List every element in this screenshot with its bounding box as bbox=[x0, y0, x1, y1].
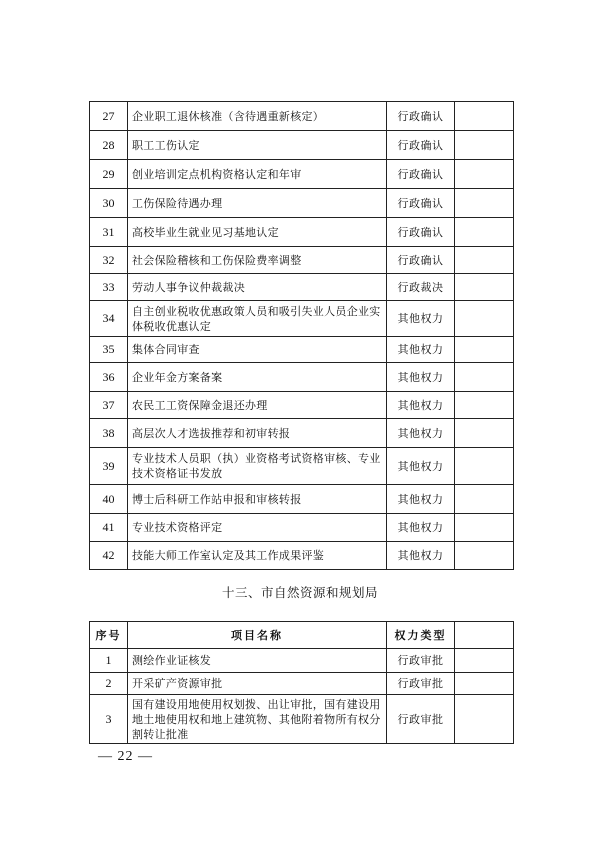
power-type: 行政审批 bbox=[387, 695, 455, 744]
power-type: 其他权力 bbox=[387, 301, 455, 337]
empty-cell bbox=[455, 673, 514, 695]
item-name: 劳动人事争议仲裁裁决 bbox=[128, 274, 387, 301]
empty-cell bbox=[455, 131, 514, 160]
item-name: 技能大师工作室认定及其工作成果评鉴 bbox=[128, 542, 387, 570]
row-number: 34 bbox=[90, 301, 128, 337]
empty-cell bbox=[455, 189, 514, 218]
row-number: 30 bbox=[90, 189, 128, 218]
item-name: 国有建设用地使用权划拨、出让审批，国有建设用地土地使用权和地上建筑物、其他附着物所有权分割转让批准 bbox=[128, 695, 387, 744]
table-row bbox=[90, 542, 514, 570]
row-number: 32 bbox=[90, 247, 128, 274]
header-power-type: 权力类型 bbox=[387, 622, 455, 649]
item-name: 农民工工资保障金退还办理 bbox=[128, 392, 387, 419]
table-row bbox=[90, 514, 514, 542]
item-name: 开采矿产资源审批 bbox=[128, 673, 387, 695]
empty-cell bbox=[455, 419, 514, 448]
empty-cell bbox=[455, 514, 514, 542]
item-name: 自主创业税收优惠政策人员和吸引失业人员企业实体税收优惠认定 bbox=[128, 301, 387, 337]
table-row bbox=[90, 247, 514, 274]
table-row bbox=[90, 448, 514, 485]
table-row bbox=[90, 337, 514, 363]
table-row bbox=[90, 218, 514, 247]
power-type: 其他权力 bbox=[387, 363, 455, 392]
item-name: 社会保险稽核和工伤保险费率调整 bbox=[128, 247, 387, 274]
table-row bbox=[90, 485, 514, 514]
empty-cell bbox=[455, 301, 514, 337]
empty-cell bbox=[455, 274, 514, 301]
row-number: 36 bbox=[90, 363, 128, 392]
empty-cell bbox=[455, 695, 514, 744]
empty-cell bbox=[455, 392, 514, 419]
row-number: 31 bbox=[90, 218, 128, 247]
table-row bbox=[90, 189, 514, 218]
item-name: 职工工伤认定 bbox=[128, 131, 387, 160]
item-name: 高校毕业生就业见习基地认定 bbox=[128, 218, 387, 247]
header-empty bbox=[455, 622, 514, 649]
power-type: 行政确认 bbox=[387, 189, 455, 218]
row-number: 28 bbox=[90, 131, 128, 160]
power-type: 其他权力 bbox=[387, 514, 455, 542]
row-number: 37 bbox=[90, 392, 128, 419]
power-type: 行政审批 bbox=[387, 673, 455, 695]
row-number: 39 bbox=[90, 448, 128, 485]
page-number: — 22 — bbox=[98, 749, 153, 764]
row-number: 40 bbox=[90, 485, 128, 514]
power-type: 行政审批 bbox=[387, 649, 455, 673]
table-row bbox=[90, 102, 514, 131]
table-row bbox=[90, 301, 514, 337]
power-type: 行政确认 bbox=[387, 218, 455, 247]
item-name: 创业培训定点机构资格认定和年审 bbox=[128, 160, 387, 189]
row-number: 33 bbox=[90, 274, 128, 301]
item-name: 企业年金方案备案 bbox=[128, 363, 387, 392]
empty-cell bbox=[455, 160, 514, 189]
rights-table-continued bbox=[89, 101, 514, 570]
row-number: 3 bbox=[90, 695, 128, 744]
power-type: 行政确认 bbox=[387, 102, 455, 131]
row-number: 41 bbox=[90, 514, 128, 542]
item-name: 博士后科研工作站申报和审核转报 bbox=[128, 485, 387, 514]
item-name: 工伤保险待遇办理 bbox=[128, 189, 387, 218]
header-item-name: 项目名称 bbox=[128, 622, 387, 649]
empty-cell bbox=[455, 649, 514, 673]
item-name: 专业技术人员职（执）业资格考试资格审核、专业技术资格证书发放 bbox=[128, 448, 387, 485]
rights-table-natural-resources bbox=[89, 621, 514, 744]
row-number: 2 bbox=[90, 673, 128, 695]
power-type: 行政确认 bbox=[387, 160, 455, 189]
empty-cell bbox=[455, 218, 514, 247]
table-row bbox=[90, 673, 514, 695]
row-number: 29 bbox=[90, 160, 128, 189]
empty-cell bbox=[455, 448, 514, 485]
power-type: 行政确认 bbox=[387, 131, 455, 160]
empty-cell bbox=[455, 363, 514, 392]
table-row bbox=[90, 392, 514, 419]
table-row bbox=[90, 274, 514, 301]
power-type: 其他权力 bbox=[387, 392, 455, 419]
row-number: 1 bbox=[90, 649, 128, 673]
row-number: 35 bbox=[90, 337, 128, 363]
table-row bbox=[90, 419, 514, 448]
power-type: 行政确认 bbox=[387, 247, 455, 274]
empty-cell bbox=[455, 247, 514, 274]
table-row bbox=[90, 363, 514, 392]
power-type: 其他权力 bbox=[387, 485, 455, 514]
row-number: 42 bbox=[90, 542, 128, 570]
item-name: 专业技术资格评定 bbox=[128, 514, 387, 542]
table-row bbox=[90, 131, 514, 160]
table-row bbox=[90, 160, 514, 189]
power-type: 其他权力 bbox=[387, 337, 455, 363]
power-type: 行政裁决 bbox=[387, 274, 455, 301]
row-number: 38 bbox=[90, 419, 128, 448]
item-name: 企业职工退休核准（含待遇重新核定） bbox=[128, 102, 387, 131]
item-name: 集体合同审查 bbox=[128, 337, 387, 363]
table-row bbox=[90, 649, 514, 673]
empty-cell bbox=[455, 102, 514, 131]
header-number: 序号 bbox=[90, 622, 128, 649]
table-header-row bbox=[90, 622, 514, 649]
section-title: 十三、市自然资源和规划局 bbox=[221, 585, 378, 600]
empty-cell bbox=[455, 542, 514, 570]
item-name: 高层次人才选拔推荐和初审转报 bbox=[128, 419, 387, 448]
item-name: 测绘作业证核发 bbox=[128, 649, 387, 673]
empty-cell bbox=[455, 485, 514, 514]
row-number: 27 bbox=[90, 102, 128, 131]
power-type: 其他权力 bbox=[387, 419, 455, 448]
table-row bbox=[90, 695, 514, 744]
empty-cell bbox=[455, 337, 514, 363]
power-type: 其他权力 bbox=[387, 448, 455, 485]
power-type: 其他权力 bbox=[387, 542, 455, 570]
